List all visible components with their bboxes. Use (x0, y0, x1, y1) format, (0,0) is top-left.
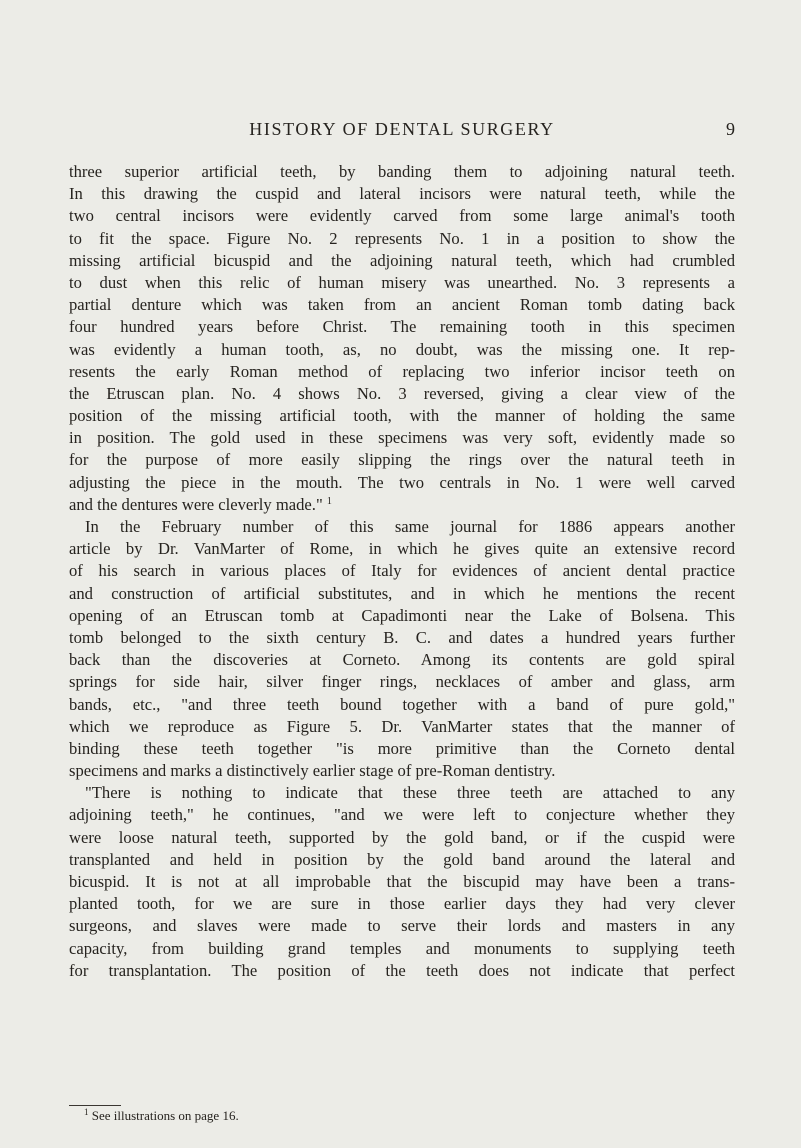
text-line: and construction of artificial substitutes, and in which he mentions the recent (69, 583, 735, 603)
body-text (69, 161, 735, 982)
text-line: partial denture which was taken from an ancient Roman tomb dating back (69, 295, 735, 315)
text-line: adjusting the piece in the mouth. The two centrals in No. 1 were well carved (69, 472, 735, 492)
text-line: opening of an Etruscan tomb at Capadimonti near the Lake of Bolsena. This (69, 605, 735, 625)
text-line: transplanted and held in position by the gold band around the lateral and (69, 849, 735, 869)
text-line: the Etruscan plan. No. 4 shows No. 3 reversed, giving a clear view of the (69, 383, 735, 403)
text-line: resents the early Roman method of replacing two inferior incisor teeth on (69, 361, 735, 381)
running-title: HISTORY OF DENTAL SURGERY (249, 119, 555, 139)
text-line: position of the missing artificial tooth, with the manner of holding the same (69, 406, 735, 426)
text-line: to dust when this relic of human misery was unearthed. No. 3 represents a (69, 272, 735, 292)
footnote-text: See illustrations on page 16. (91, 1108, 239, 1123)
text-line: springs for side hair, silver finger rings, necklaces of amber and glass, arm (69, 672, 735, 692)
page-header (69, 114, 735, 144)
text-line: bands, etc., "and three teeth bound together with a band of pure gold," (69, 694, 735, 714)
footnote-reference: 1 (326, 495, 332, 507)
text-line: In this drawing the cuspid and lateral incisors were natural teeth, while the (69, 184, 735, 204)
text-line: were loose natural teeth, supported by the gold band, or if the cuspid were (69, 827, 735, 847)
text-line: back than the discoveries at Corneto. Among its contents are gold spiral (69, 650, 735, 670)
text-line: three superior artificial teeth, by banding them to adjoining natural teeth. (69, 162, 735, 181)
page-number: 9 (726, 119, 735, 139)
text-line: "There is nothing to indicate that these three teeth are attached to any (85, 783, 735, 803)
paragraph-end-line (69, 494, 735, 516)
text-line: planted tooth, for we are sure in those earlier days they had very clever (69, 894, 735, 914)
footnote-divider (69, 1105, 121, 1106)
text-line: two central incisors were evidently carved from some large animal's tooth (69, 206, 735, 226)
text-line: bicuspid. It is not at all improbable that the biscupid may have been a trans- (69, 872, 735, 891)
text-line: surgeons, and slaves were made to serve their lords and masters in any (69, 916, 735, 936)
text-line: In the February number of this same journal for 1886 appears another (85, 517, 735, 536)
text-line: tomb belonged to the sixth century B. C. and dates a hundred years further (69, 627, 735, 647)
text-line: to fit the space. Figure No. 2 represents No. 1 in a position to show the (69, 228, 735, 248)
text-line: four hundred years before Christ. The remaining tooth in this specimen (69, 317, 735, 337)
text-line: and the dentures were cleverly made." (69, 494, 323, 514)
text-line: in position. The gold used in these specimens was very soft, evidently made so (69, 428, 735, 448)
text-line: specimens and marks a distinctively earlier stage of pre-Roman dentistry. (69, 761, 556, 781)
text-line: of his search in various places of Italy for evidences of ancient dental practice (69, 561, 735, 581)
footnote (84, 1107, 239, 1125)
text-line: was evidently a human tooth, as, no doubt, was the missing one. It rep- (69, 339, 735, 359)
text-line: which we reproduce as Figure 5. Dr. VanMarter states that the manner of (69, 716, 735, 736)
text-line: capacity, from building grand temples and monuments to supplying teeth (69, 938, 735, 958)
text-line: missing artificial bicuspid and the adjoining natural teeth, which had crumbled (69, 250, 735, 270)
text-line: article by Dr. VanMarter of Rome, in which he gives quite an extensive record (69, 539, 735, 559)
text-line: for transplantation. The position of the teeth does not indicate that perfect (69, 960, 735, 980)
text-line: for the purpose of more easily slipping the rings over the natural teeth in (69, 450, 735, 470)
text-line: binding these teeth together "is more primitive than the Corneto dental (69, 738, 735, 758)
footnote-marker: 1 (84, 1107, 89, 1117)
text-line: adjoining teeth," he continues, "and we were left to conjecture whether they (69, 805, 735, 825)
